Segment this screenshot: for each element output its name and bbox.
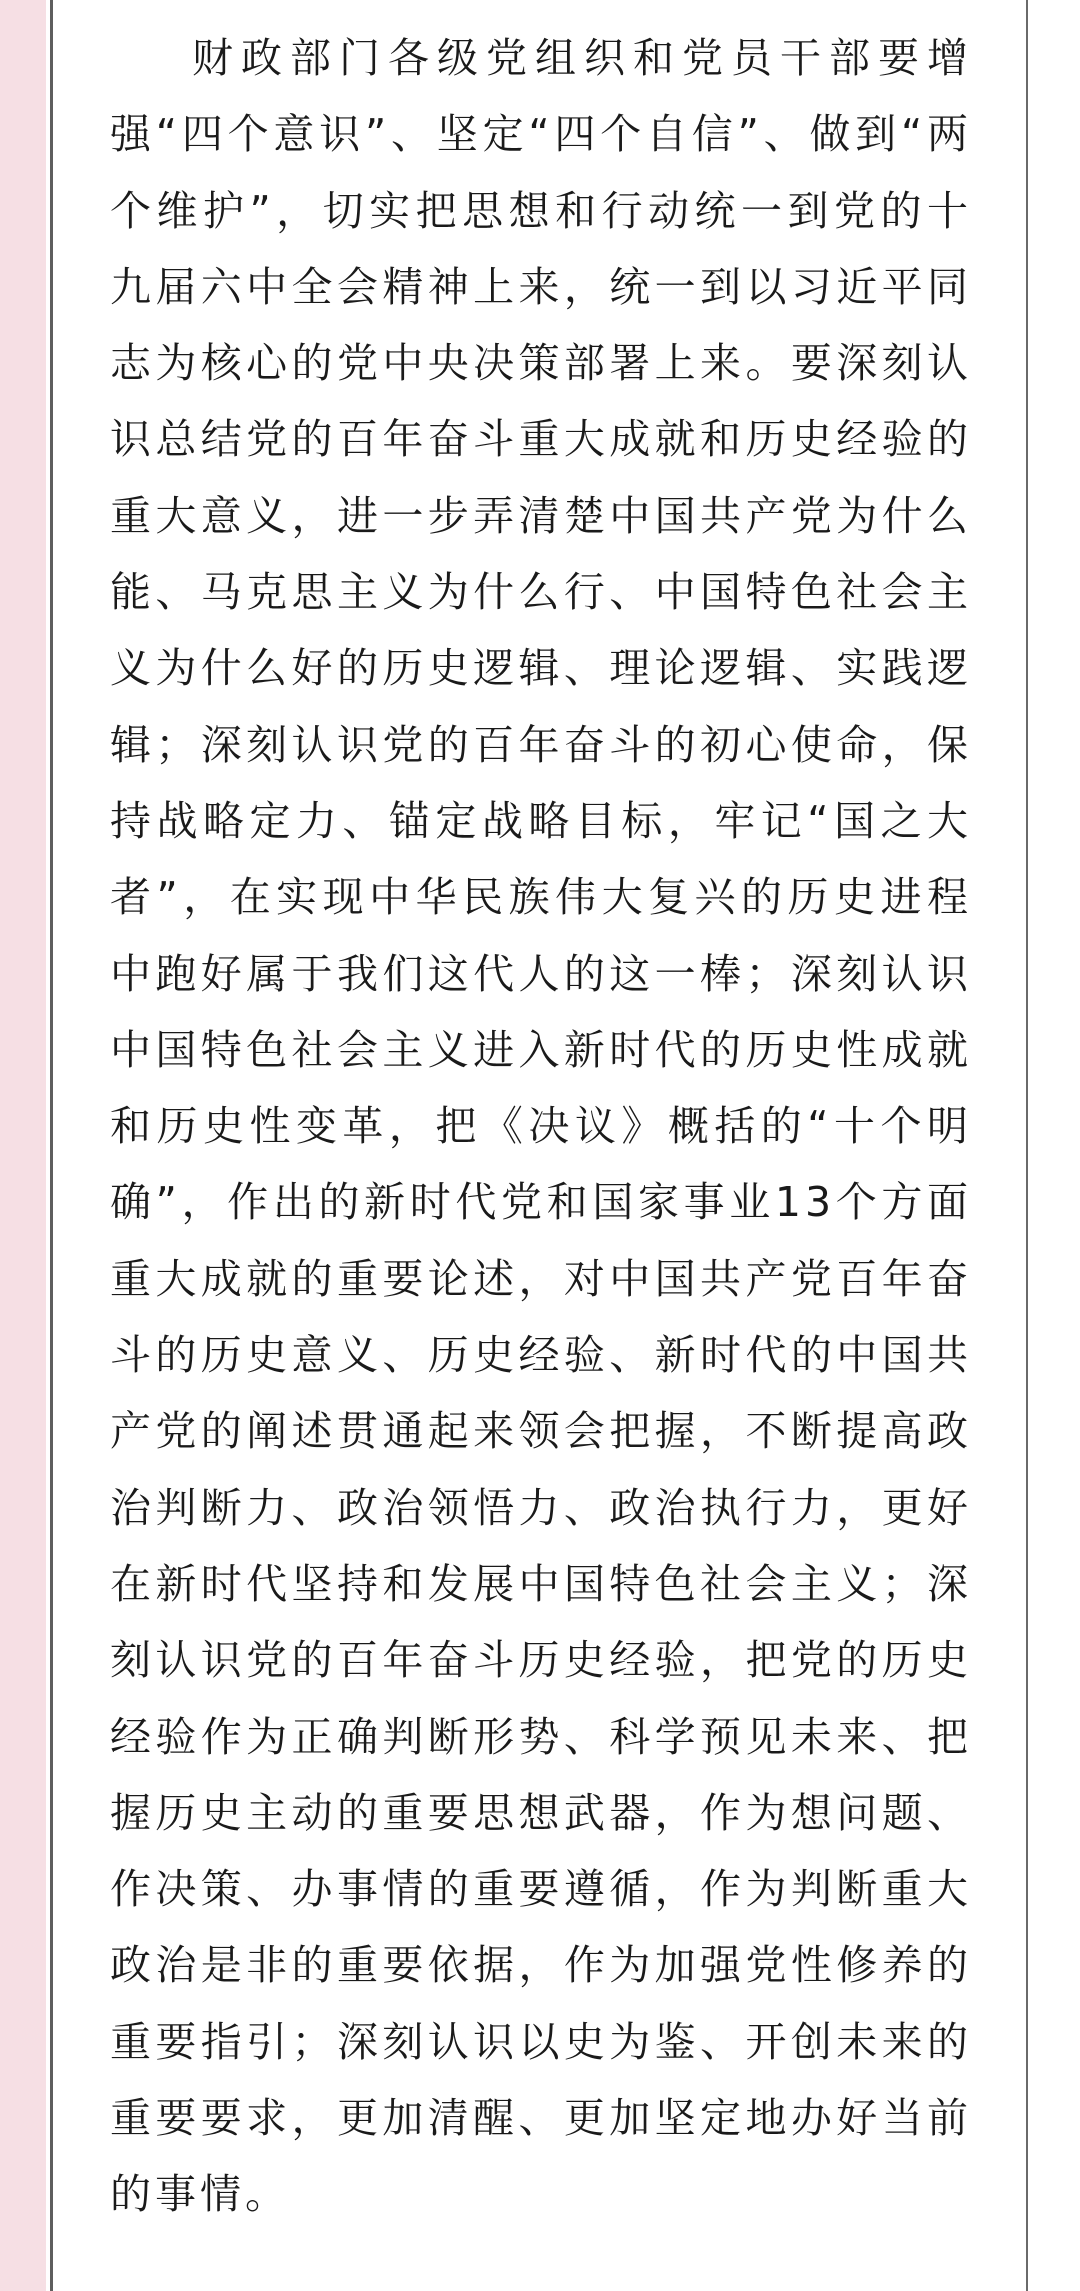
decorative-left-band [0,0,46,2291]
left-border-rule [50,0,53,2291]
right-border-rule [1026,0,1028,2291]
article-paragraph: 财政部门各级党组织和党员干部要增强“四个意识”、坚定“四个自信”、做到“两个维护”，切实把思想和行动统一到党的十九届六中全会精神上来，统一到以习近平同志为核心的党中央决策部署上来。要深刻认识总结党的百年奋斗重大成就和历史经验的重大意义，进一步弄清楚中国共产党为什么能、马克思主义为什么行、中国特色社会主义为什么好的历史逻辑、理论逻辑、实践逻辑；深刻认识党的百年奋斗的初心使命，保持战略定力、锚定战略目标，牢记“国之大者”，在实现中华民族伟大复兴的历史进程中跑好属于我们这代人的这一棒；深刻认识中国特色社会主义进入新时代的历史性成就和历史性变革，把《决议》概括的“十个明确”，作出的新时代党和国家事业13个方面重大成就的重要论述，对中国共产党百年奋斗的历史意义、历史经验、新时代的中国共产党的阐述贯通起来领会把握，不断提高政治判断力、政治领悟力、政治执行力，更好在新时代坚持和发展中国特色社会主义；深刻认识党的百年奋斗历史经验，把党的历史经验作为正确判断形势、科学预见未来、把握历史主动的重要思想武器，作为想问题、作决策、办事情的重要遵循，作为判断重大政治是非的重要依据，作为加强党性修养的重要指引；深刻认识以史为鉴、开创未来的重要要求，更加清醒、更加坚定地办好当前的事情。 [110,34,972,2219]
